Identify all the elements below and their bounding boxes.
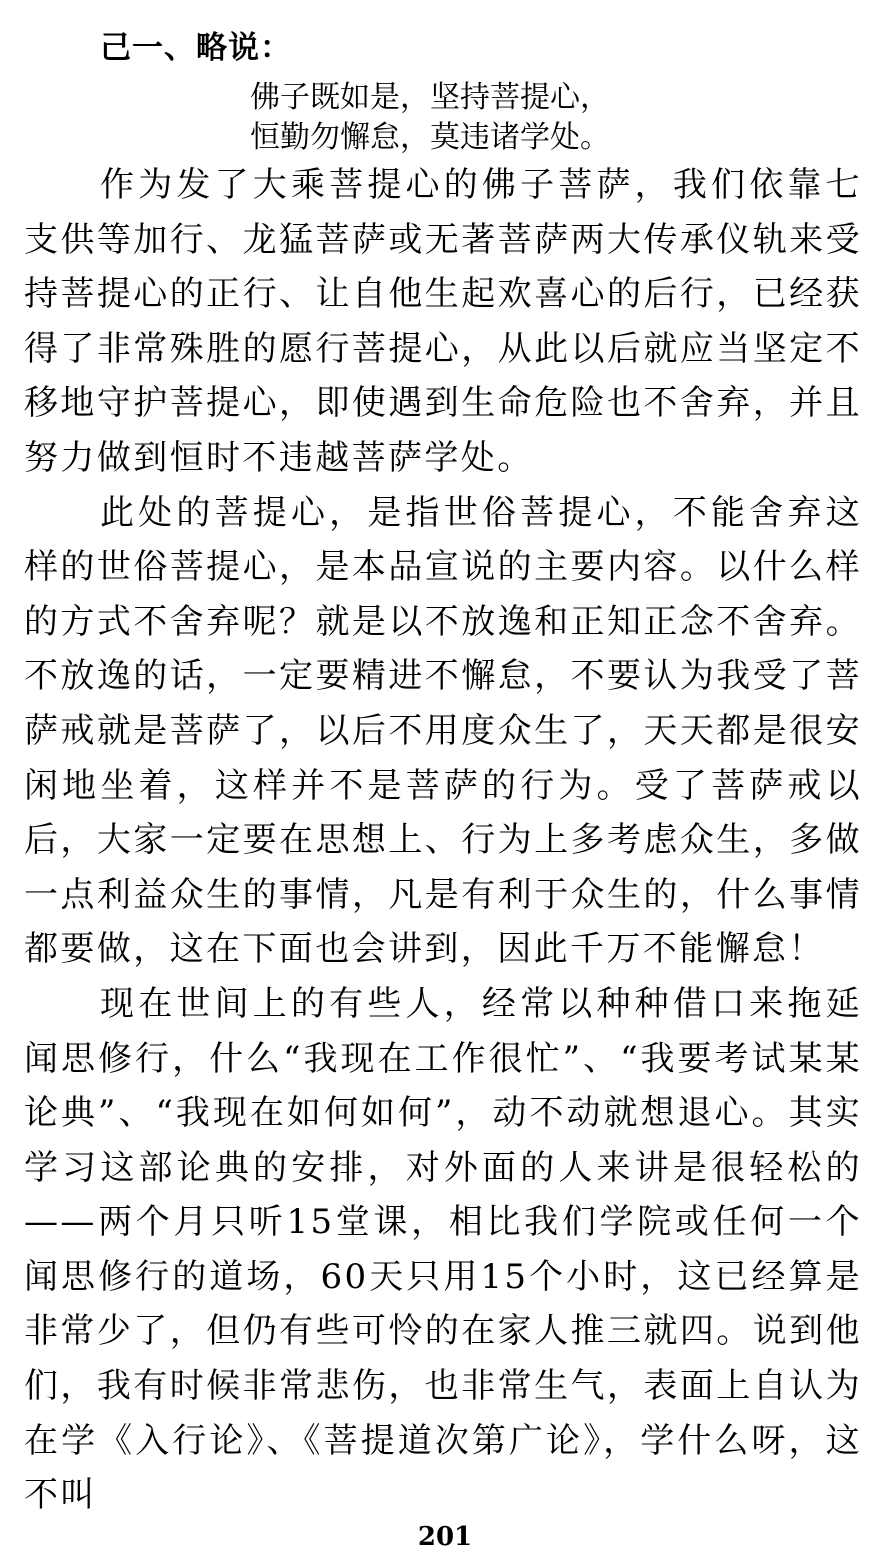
section-heading: 己一、略说： bbox=[100, 30, 292, 66]
paragraph-1: 作为发了大乘菩提心的佛子菩萨，我们依靠七支供等加行、龙猛菩萨或无著菩萨两大传承仪轨来受持菩提心的正行、让自他生起欢喜心的后行，已经获得了非常殊胜的愿行菩提心，从此以后就应当坚定不移地守护菩提心，即使遇到生命危险也不舍弃，并且努力做到恒时不违越菩萨学处。 bbox=[24, 165, 862, 478]
paragraph-3: 现在世间上的有些人，经常以种种借口来拖延闻思修行，什么“我现在工作很忙”、“我要考试某某论典”、“我现在如何如何”，动不动就想退心。其实学习这部论典的安排，对外面的人来讲是很轻松的——两个月只听15堂课，相比我们学院或任何一个闻思修行的道场，60天只用15个小时，这已经算是非常少了，但仍有些可怜的在家人推三就四。说到他们，我有时候非常悲伤，也非常生气，表面上自认为在学《入行论》、《菩提道次第广论》，学什么呀，这不叫 bbox=[24, 983, 862, 1516]
verse-line-1: 佛子既如是，坚持菩提心， bbox=[250, 80, 610, 115]
paragraph-2: 此处的菩提心，是指世俗菩提心，不能舍弃这样的世俗菩提心，是本品宣说的主要内容。以什么样的方式不舍弃呢？就是以不放逸和正知正念不舍弃。不放逸的话，一定要精进不懈怠，不要认为我受了菩萨戒就是菩萨了，以后不用度众生了，天天都是很安闲地坐着，这样并不是菩萨的行为。受了菩萨戒以后，大家一定要在思想上、行为上多考虑众生，多做一点利益众生的事情，凡是有利于众生的，什么事情都要做，这在下面也会讲到，因此千万不能懈怠！ bbox=[24, 492, 862, 970]
body-text bbox=[24, 158, 862, 1523]
verse-line-2: 恒勤勿懈怠，莫违诸学处。 bbox=[250, 120, 610, 155]
page-number: 201 bbox=[417, 1522, 473, 1552]
